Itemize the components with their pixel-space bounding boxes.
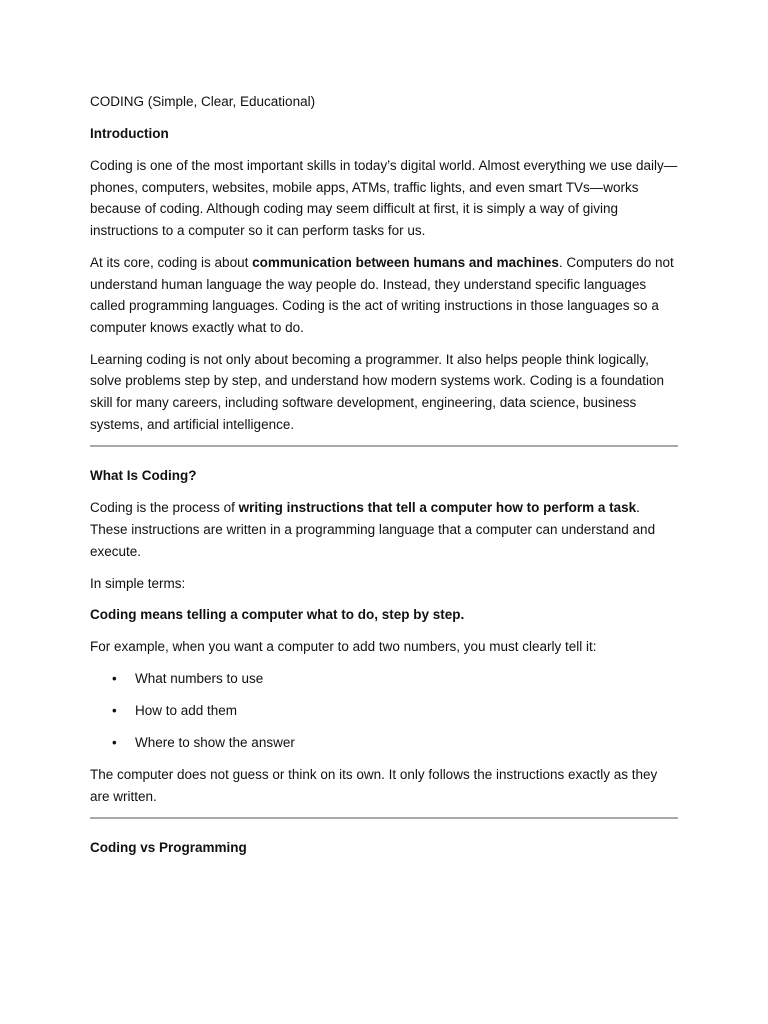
- section-spacer: [90, 819, 678, 837]
- section-heading-introduction: Introduction: [90, 126, 169, 141]
- bullet-icon: •: [112, 702, 117, 718]
- section-spacer: [90, 447, 678, 465]
- intro-paragraph-1: Coding is one of the most important skills in today’s digital world. Almost everything we use daily—phones, computers, websites, mobile apps, ATMs, traffic lights, and even smart TVs—works because of coding. Although coding may seem difficult at first, it is simply a way of giving instructions to a computer so it can perform tasks for us.: [90, 158, 678, 239]
- list-item: [90, 700, 678, 722]
- intro-paragraph-3: Learning coding is not only about becoming a programmer. It also helps people think logically, solve problems step by step, and understand how modern systems work. Coding is a foundation skill for many careers, including software development, engineering, data science, business systems, and artificial intelligence.: [90, 351, 665, 432]
- document-title: CODING (Simple, Clear, Educational): [90, 94, 316, 109]
- what-paragraph-2: In simple terms:: [90, 575, 186, 591]
- what-lead-statement: Coding means telling a computer what to do, step by step.: [90, 607, 465, 623]
- what-p1-bold: writing instructions that tell a computer how to perform a task: [238, 500, 637, 516]
- list-item-text: Where to show the answer: [135, 734, 295, 750]
- bullet-icon: •: [112, 734, 117, 750]
- what-paragraph-4: The computer does not guess or think on its own. It only follows the instructions exactly as they are written.: [90, 766, 658, 804]
- list-item: [90, 732, 678, 754]
- intro-p2-text-after: . Computers do not understand human language the way people do. Instead, they understand specific languages called programming languages. Coding is the act of writing instructions in those languages so a computer knows exactly what to do.: [90, 254, 674, 335]
- what-paragraph-1: [90, 497, 678, 562]
- list-item-text: How to add them: [135, 702, 238, 718]
- section-heading-what-is-coding: What Is Coding?: [90, 468, 197, 484]
- bullet-icon: •: [112, 670, 117, 686]
- intro-p2-bold: communication between humans and machines: [252, 254, 559, 270]
- intro-p2-text-before: At its core, coding is about: [90, 254, 253, 270]
- document-page: [90, 92, 678, 869]
- section-heading-coding-vs-programming: Coding vs Programming: [90, 840, 247, 856]
- intro-paragraph-2: [90, 252, 678, 339]
- list-item-text: What numbers to use: [135, 670, 264, 686]
- list-item: [90, 668, 678, 690]
- what-p1-text-after: . These instructions are written in a programming language that a computer can understand and execute.: [90, 500, 656, 559]
- what-p1-text-before: Coding is the process of: [90, 500, 239, 516]
- steps-list: [90, 668, 678, 754]
- what-paragraph-3: For example, when you want a computer to add two numbers, you must clearly tell it:: [90, 639, 597, 655]
